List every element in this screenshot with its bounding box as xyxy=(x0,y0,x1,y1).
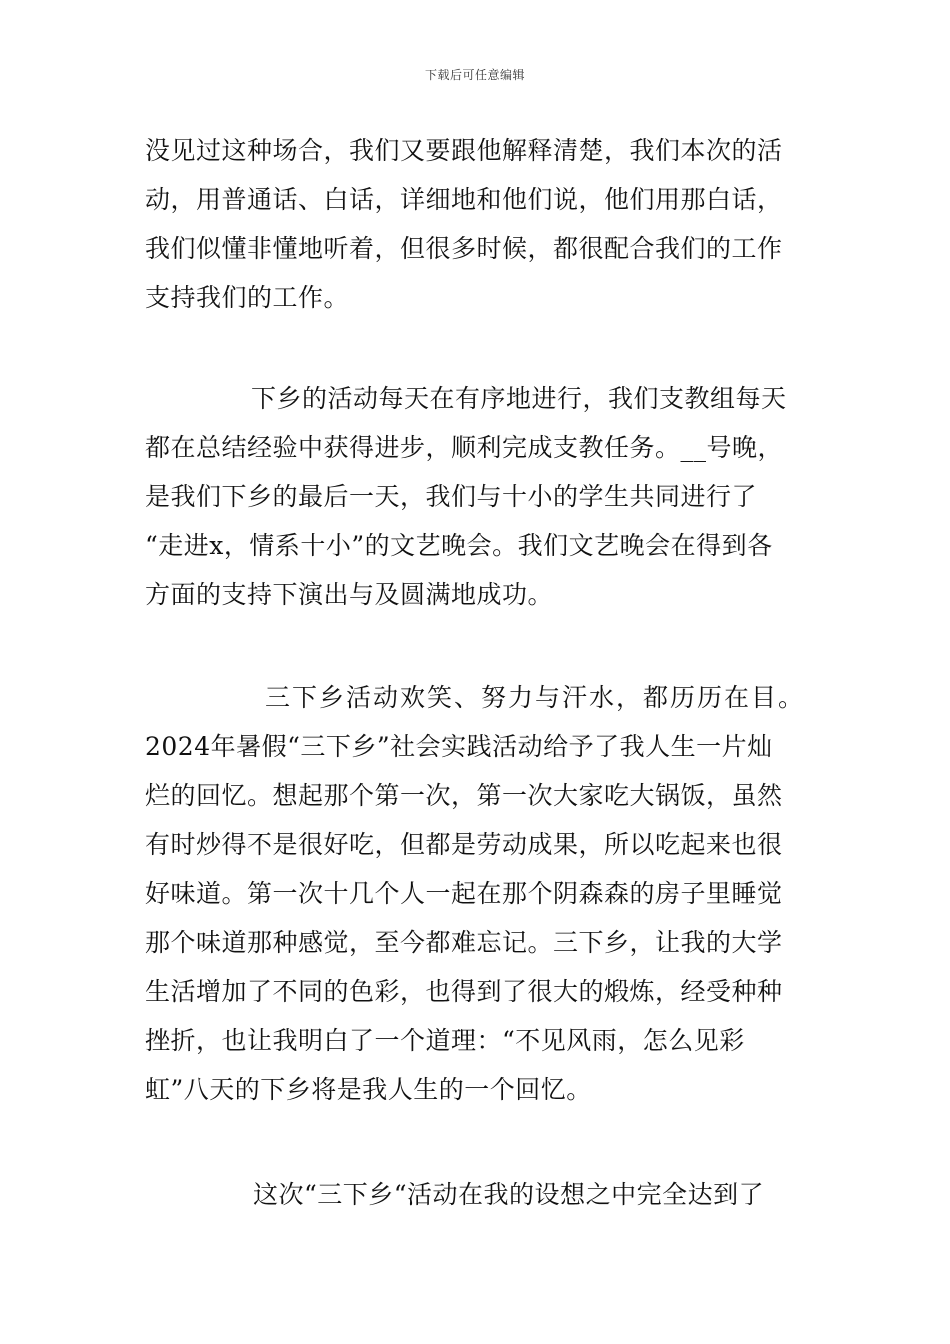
text-line: 动，用普通话、白话，详细地和他们说，他们用那白话， xyxy=(145,185,783,214)
text-line: 那个味道那种感觉，至今都难忘记。三下乡，让我的大学 xyxy=(145,928,783,957)
text-line: 三下乡活动欢笑、努力与汗水，都历历在目。 xyxy=(265,683,806,712)
paragraph-3 xyxy=(145,673,825,1114)
text-line: 没见过这种场合，我们又要跟他解释清楚，我们本次的活 xyxy=(145,136,783,165)
text-line: “走进x，情系十小”的文艺晚会。我们文艺晚会在得到各 xyxy=(145,531,773,560)
text-line: 好味道。第一次十几个人一起在那个阴森森的房子里睡觉 xyxy=(145,879,783,908)
text-line: 这次“三下乡“活动在我的设想之中完全达到了 xyxy=(253,1180,765,1209)
text-line: 挫折，也让我明白了一个道理：“不见风雨，怎么见彩 xyxy=(145,1026,745,1055)
text-line: 方面的支持下演出与及圆满地成功。 xyxy=(145,580,554,609)
text-line: 我们似懂非懂地听着，但很多时候，都很配合我们的工作 xyxy=(145,234,783,263)
paragraph-1 xyxy=(145,126,825,322)
text-line: 2024年暑假“三下乡”社会实践活动给予了我人生一片灿 xyxy=(145,732,773,761)
text-line: 支持我们的工作。 xyxy=(145,283,350,312)
text-line: 虹”八天的下乡将是我人生的一个回忆。 xyxy=(145,1075,592,1104)
text-line: 都在总结经验中获得进步，顺利完成支教任务。__号晚， xyxy=(145,433,784,462)
text-line: 生活增加了不同的色彩，也得到了很大的煅炼，经受种种 xyxy=(145,977,783,1006)
text-line: 有时炒得不是很好吃，但都是劳动成果，所以吃起来也很 xyxy=(145,830,783,859)
paragraph-4 xyxy=(145,1170,825,1219)
text-line: 下乡的活动每天在有序地进行，我们支教组每天 xyxy=(251,384,787,413)
text-line: 烂的回忆。想起那个第一次，第一次大家吃大锅饭，虽然 xyxy=(145,781,783,810)
text-line: 是我们下乡的最后一天，我们与十小的学生共同进行了 xyxy=(145,482,758,511)
paragraph-2 xyxy=(145,374,825,619)
page-header: 下载后可任意编辑 xyxy=(424,68,525,82)
